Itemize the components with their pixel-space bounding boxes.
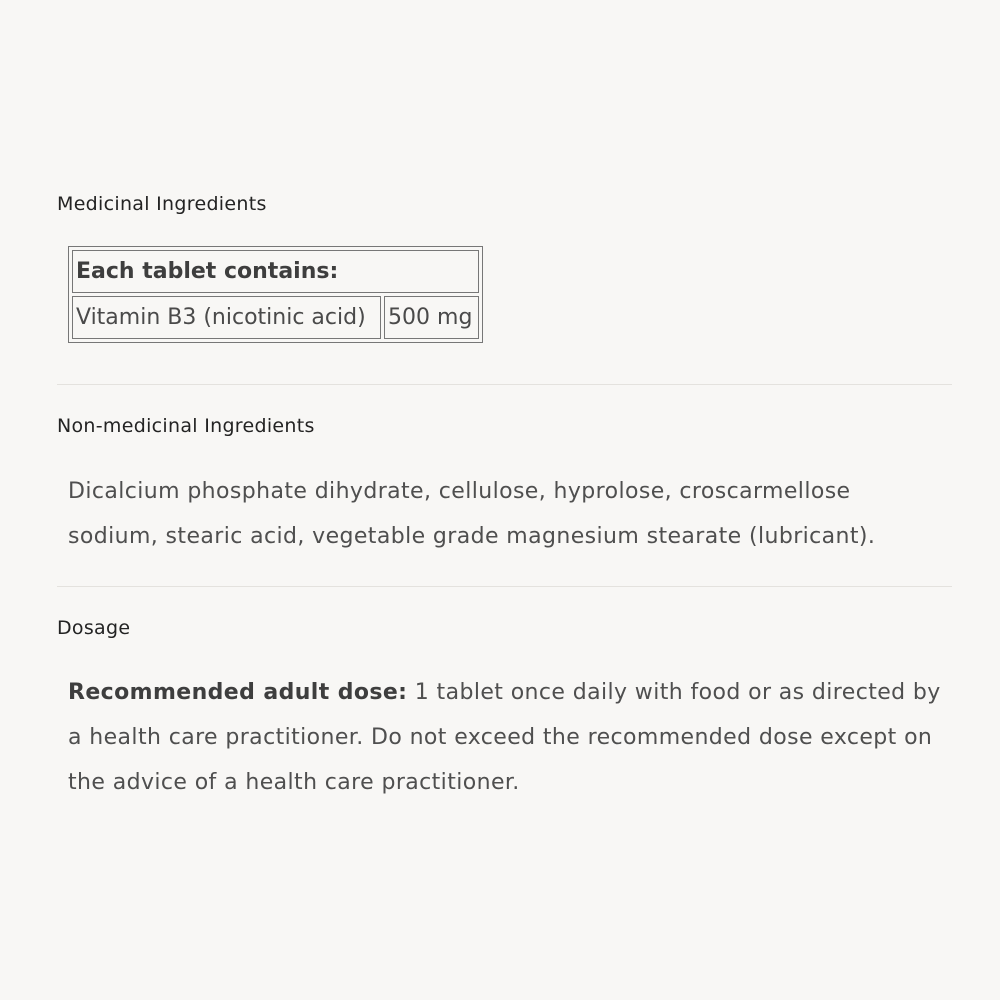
non-medicinal-ingredients-text: Dicalcium phosphate dihydrate, cellulose, hyprolose, croscarmellose sodium, stearic acid, vegetable grade magnesium stearate (lubricant). [68,479,876,549]
non-medicinal-ingredients-heading: Non-medicinal Ingredients [57,415,315,437]
table-header-cell: Each tablet contains: [72,250,479,293]
non-medicinal-ingredients-section [57,415,952,437]
section-divider [57,586,952,587]
table-row [72,296,479,339]
medicinal-ingredients-table [68,246,483,343]
dosage-lead-label: Recommended adult dose: [68,680,408,705]
ingredient-amount-cell: 500 mg [384,296,479,339]
section-divider [57,384,952,385]
ingredient-name-cell: Vitamin B3 (nicotinic acid) [72,296,381,339]
dosage-heading: Dosage [57,617,131,639]
dosage-text [68,670,948,805]
medicinal-ingredients-heading: Medicinal Ingredients [57,193,267,215]
dosage-instructions: 1 tablet once daily with food or as directed by a health care practitioner. Do not exceed the recommended dose except on the advice of a health care practitioner. [68,680,941,795]
dosage-section [57,617,952,639]
medicinal-ingredients-section [57,193,952,215]
table-header-row [72,250,479,293]
